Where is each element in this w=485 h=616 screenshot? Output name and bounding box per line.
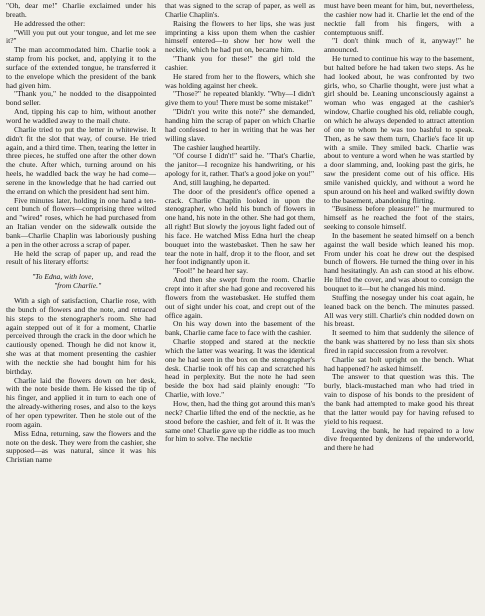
paragraph: It seemed to him that suddenly the silence of the bank was shattered by no less than six shots fired in rapid succession from a revolver. <box>324 328 474 355</box>
paragraph: With a sigh of satisfaction, Charlie rose, with the bunch of flowers and the note, and retraced his steps to the stenographer's room. She had again stepped out of it for a moment, Charlie perceived through the crack in the door which he cautiously opened. Though he did not know it, she was at that moment presenting the cashier with the necktie she had bought him for his birthday. <box>6 296 156 376</box>
paragraph: that was signed to the scrap of paper, as well as Charlie Chaplin's. <box>165 2 315 19</box>
paragraph: "I don't think much of it, anyway!" he announced. <box>324 36 474 55</box>
paragraph: "Will you put out your tongue, and let me see it?" <box>6 27 156 46</box>
paragraph: How, then, had the thing got around this man's neck? Charlie lifted the end of the necktie, as he stood before the cashier, and felt of it. It was the same one! Charlie gave up the riddle as too much for him to solve. The necktie <box>165 398 315 444</box>
paragraph: "Those?" he repeated blankly. "Why—I didn't give them to you! There must be some mistake!" <box>165 89 315 108</box>
paragraph: Raising the flowers to her lips, she was just imprinting a kiss upon them when the cashier himself entered—to show her how well the necktie, which he had put on, became him. <box>165 18 315 55</box>
note-signature: "from Charlie." <box>54 281 102 291</box>
paragraph: And then she swept from the room. Charlie crept into it after she had gone and recovered his flowers from the wastebasket. He stuffed them out of sight under his coat, and crept out of the office again. <box>165 275 315 320</box>
paragraph: The cashier laughed heartily. <box>173 142 261 152</box>
paragraph: Five minutes later, holding in one hand a ten-cent bunch of flowers—comprising three wilted and "wired" roses, which he had purchased from an Italian vender on the sidewalk outside the bank—Charlie Chaplin was laboriously pushing a pen in the other across a scrap of paper. <box>6 195 156 249</box>
paragraph: The man accommodated him. Charlie took a stamp from his pocket, and, applying it to the surface of the extended tongue, he transferred it to the envelope which the president of the bank had given him. <box>6 45 156 90</box>
paragraph: "Didn't you write this note?" she demanded, handing him the scrap of paper on which Charlie had confessed to her in writing that he was her willing slave. <box>165 107 315 143</box>
note-line: "To Edna, with love, <box>32 272 94 282</box>
paragraph: "Thank you for these!" the girl told the cashier. <box>165 54 315 72</box>
text-column-2 <box>165 2 315 614</box>
paragraph: Charlie sat bolt upright on the bench. What had happened? he asked himself. <box>324 354 474 373</box>
paragraph: And, tipping his cap to him, without another word he waddled away to the mail chute. <box>6 107 156 125</box>
paragraph: Charlie tried to put the letter in whitewise. It didn't fit the slot that way, of course. He tried again, and a third time. Then, tearing the letter in three pieces, he stuffed one after the other down the chute. After which, turning around on his heels, he waddled back the way he had come—serene in the knowledge that he had carried out the errand on which the president had sent him. <box>6 124 156 196</box>
paragraph: must have been meant for him, but, nevertheless, the cashier now had it. Charlie let the end of the necktie fall from his fingers, with a contemptuous sniff. <box>324 2 474 37</box>
paragraph: He held the scrap of paper up, and read the result of his literary efforts: <box>6 248 156 267</box>
paragraph: The door of the president's office opened a crack. Charlie Chaplin looked in upon the stenographer, who held his bunch of flowers in one hand, his note in the other. She had got them, all right! But slowly the joyous light faded out of his face. He watched Miss Edna hurl the cheap bouquet into the wastebasket. Then he saw her tear the note in half, drop it to the floor, and set her foot indignantly upon it. <box>165 186 315 267</box>
paragraph: "Fool!" he heard her say. <box>173 266 249 276</box>
text-column-1 <box>6 2 156 614</box>
paragraph: Charlie stopped and stared at the necktie which the latter was wearing. It was the identical one he had seen in the box on the stenographer's desk. Charlie took off his cap and scratched his head in perplexity. But the note he had seen beside the box had said plainly enough: "To Charlie, with love." <box>165 337 315 400</box>
paragraph: "Business before pleasure!" he murmured to himself as he reached the foot of the stairs, seeking to console himself. <box>324 204 474 232</box>
paragraph: And, still laughing, he departed. <box>173 177 271 187</box>
paragraph: In the basement he seated himself on a bench against the wall beside which leaned his mop. From under his coat he drew out the despised bunch of flowers. He turned the thing over in his hand hesitatingly. An ash can stood at his elbow. He lifted the cover, and was about to consign the bouquet to it—but he changed his mind. <box>324 230 474 293</box>
paragraph: Miss Edna, returning, saw the flowers and the note on the desk. They were from the cashier, she supposed—as was natural, since it was his Christian name <box>6 428 156 465</box>
paragraph: "Oh, dear me!" Charlie exclaimed under his breath. <box>6 2 156 19</box>
paragraph: The answer to that question was this. The burly, black-mustached man who had tried in vain to dispose of his bonds to the president of the bank had attempted to make good his threat that the latter would pay for having refused to yield to his request. <box>324 372 474 426</box>
paragraph: "Thank you," he nodded to the disappointed bond seller. <box>6 89 156 108</box>
paragraph: He turned to continue his way to the basement, but halted before he had taken two steps. As he had looked about, he was confronted by two girls, who, so Charlie thought, were just what a girl should be. Leaning unconsciously against a woman who was engaged at the cashier's window, Charlie coughed his old, reliable cough, on which he always depended to attract attention of one to whom he was too bashful to speak. Then, as he saw them turn, Charlie's face lit up with a smile. They smiled back. Charlie was about to venture a word when he was startled by a door slamming, and, looking past the girls, he saw the president come out of his office. His smile vanished quickly, and without a word he spun around on his heel and walked swiftly down to the basement, abandoning flirting. <box>324 54 474 205</box>
paragraph: Charlie laid the flowers down on her desk, with the note beside them. He kissed the tip of his finger, and applied it in turn to each one of the already-withering roses, and also to the keys of her open typewriter. Then he stole out of the room again. <box>6 375 156 429</box>
paragraph: He addressed the other: <box>14 18 86 28</box>
love-note-quote <box>32 273 156 291</box>
paragraph: Leaving the bank, he had repaired to a low dive frequented by denizens of the underworld, and there he had <box>324 425 474 453</box>
paragraph: Stuffing the nosegay under his coat again, he leaned back on the bench. The minutes passed. All was very still. Charlie's chin nodded down on his breast. <box>324 292 474 329</box>
paragraph: On his way down into the basement of the bank, Charlie came face to face with the cashier. <box>165 319 315 338</box>
text-column-3 <box>324 2 474 614</box>
paragraph: He stared from her to the flowers, which she was holding against her cheek. <box>165 71 315 90</box>
paragraph: "Of course I didn't!" said he. "That's Charlie, the janitor—I recognize his handwriting, or his apology for it, rather. That's a good joke on you!" <box>165 151 315 179</box>
